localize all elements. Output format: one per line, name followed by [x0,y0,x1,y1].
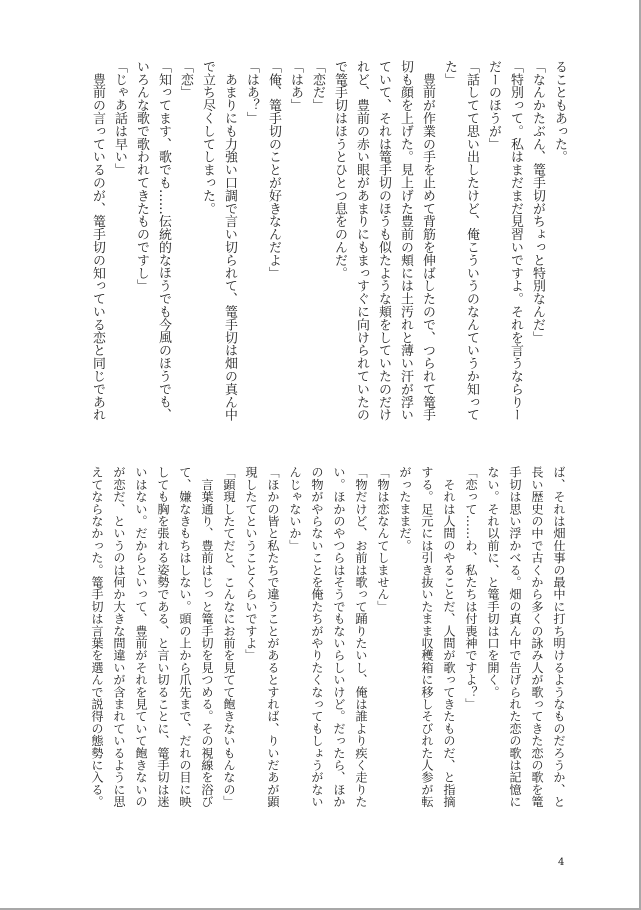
text-line: いろんな歌で歌われてきたものですし」 [134,60,149,293]
text-line: する。足元には引き抜いたまま収穫箱に移しそびれた人参が転 [420,466,434,808]
text-line: 「俺、篭手切のことが好きなんだよ」 [266,60,281,280]
text-line: 「恋だ」 [310,60,325,112]
text-line: れど、豊前の赤い眼があまりにもまっすぐに向けられていたの [354,60,369,422]
text-line: 豊前の言っているのが、篭手切の知っている恋と同じであれ [90,60,105,422]
text-line: いはない。だからといって、豊前がそれを見ていて飽きないの [134,466,148,808]
text-line: 「知ってます、歌でも……伝統的なほうでも今風のほうでも、 [156,60,171,422]
text-line: 手切は思い浮かべる。畑の真ん中で告げられた恋の歌は記憶に [508,466,522,808]
text-line: がったままだ。 [398,466,412,552]
text-line: 「じゃあ話は早い」 [112,60,127,177]
text-line: 「ほかの皆と私たちで違うことがあるとすれば、りいだあが顕 [266,466,280,808]
text-line: で立ち尽くしてしまった。 [200,60,215,215]
text-line: 「はあ？」 [244,60,259,125]
text-line: ることもあった。 [552,60,567,164]
text-line: い。ほかのやつらはそうでもないらしいけど。だったら、ほか [332,466,346,808]
text-block-top [86,60,570,450]
text-line: んじゃないか」 [288,466,302,552]
text-line: 「なんかたぶん、篭手切がちょっと特別なんだ」 [530,60,545,344]
text-line: 「顕現したてだと、こんなにお前を見てて飽きないもんなの」 [222,466,236,808]
text-line: 「特別って。私はまだまだ見習いですよ。それを言うならりー [508,60,523,422]
text-line: それは人間のやることだ、人間が歌ってきたものだ、と指摘 [442,466,456,808]
text-line: ば、それは畑仕事の最中に打ち明けるようなものだろうか、と [552,466,566,808]
text-line: だーのほうが」 [486,60,501,151]
text-line: 長い歴史の中で古くから多くの詠み人が歌ってきた恋の歌を篭 [530,466,544,808]
text-block-bottom [86,466,570,816]
page-number: 4 [558,857,565,868]
text-line: 現したてということくらいですよ」 [244,466,258,662]
text-line: しても胸を張れる姿勢である、と言い切ることに、篭手切は迷 [156,466,170,808]
text-line: えてならなかった。篭手切は言葉を選んで説得の態勢に入る。 [90,466,104,808]
text-line: 「恋」 [178,60,193,99]
text-line: た」 [442,60,457,86]
text-line: ない。それ以前に、と篭手切は口を開く。 [486,466,500,698]
text-line: 「話してて思い出したけど、俺こういうのなんていうか知って [464,60,479,422]
text-line: 「物だけど、お前は歌って踊りたいし、俺は誰より疾く走りた [354,466,368,808]
text-line: あまりにも力強い口調で言い切られて、篭手切は畑の真ん中 [222,60,237,422]
text-line: ていて、それは篭手切のほうも似たような頬をしていたのだけ [376,60,391,422]
text-line: 「物は恋なんてしません」 [376,466,390,613]
text-line: 「はあ」 [288,60,303,112]
text-line: 豊前が作業の手を止めて背筋を伸ばしたので、つられて篭手 [420,60,435,422]
text-line: で篭手切はほうとひとつ息をのんだ。 [332,60,347,280]
text-line: て、嫌なきもちはしない。頭の上から爪先まで、だれの目に映 [178,466,192,808]
text-line: 言葉通り、豊前はじっと篭手切を見つめる。その視線を浴び [200,466,214,808]
text-line: が恋だ、というのは何か大きな間違いが含まれているように思 [112,466,126,808]
text-line: 「恋って……わ、私たちは付喪神ですよ？」 [464,466,478,710]
text-line: の物がやらないことを俺たちがやりたくなってもしょうがない [310,466,324,808]
text-line: 切も顔を上げた。見上げた豊前の頬には土汚れと薄い汗が浮い [398,60,413,422]
